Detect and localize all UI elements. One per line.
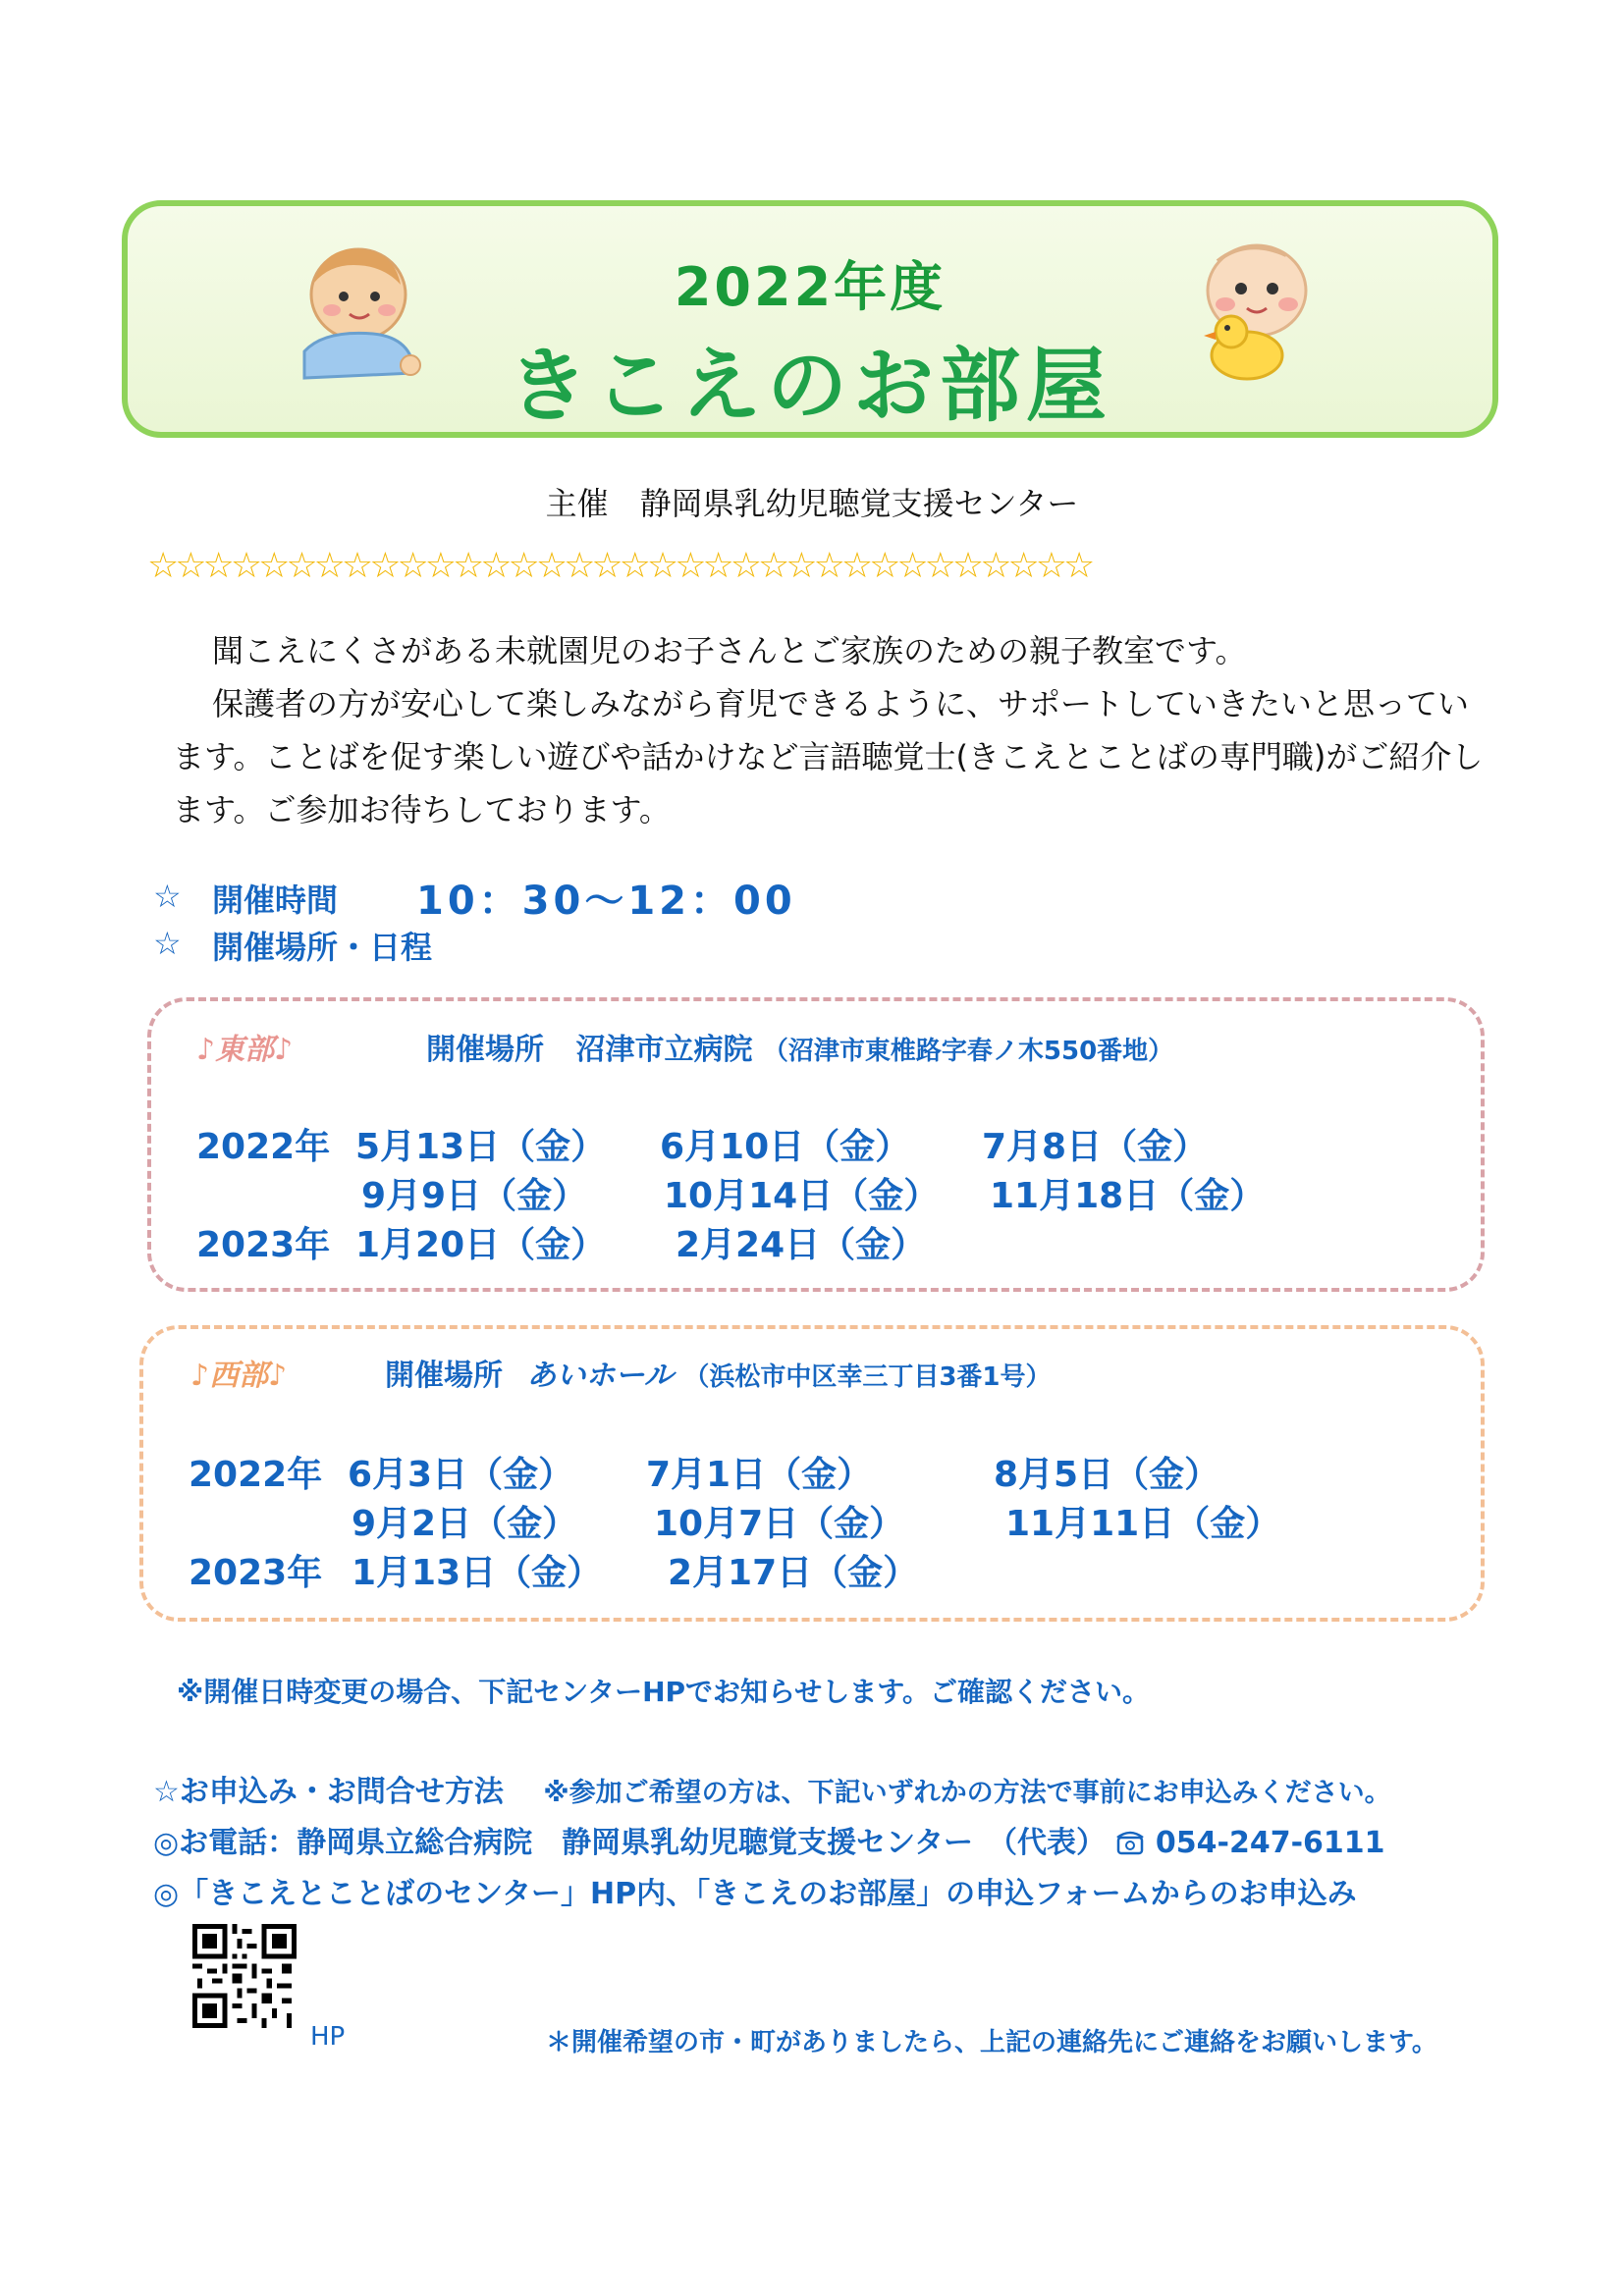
west-date: 1月13日（金） bbox=[352, 1553, 603, 1593]
contact-heading: ☆お申込み・お問合せ方法 bbox=[153, 1775, 504, 1809]
east-region-label bbox=[196, 1025, 293, 1068]
east-venue-address: （沼津市東椎路字春ノ木550番地） bbox=[762, 1037, 1174, 1066]
phone-number[interactable]: 054-247-6111 bbox=[1155, 1826, 1385, 1860]
west-date: 7月1日（金） bbox=[646, 1455, 873, 1495]
intro-paragraph-2: 保護者の方が安心して楽しみながら育児できるように、サポートしていきたいと思っています。ことばを促す楽しい遊びや話かけなど言語聴覚士(きこえとことばの専門職)がご紹介します。ご参加お待ちしております。 bbox=[173, 685, 1484, 828]
west-date: 2月17日（金） bbox=[668, 1553, 919, 1593]
star-bullet-icon: ☆ bbox=[153, 878, 182, 915]
east-region: ♪東部♪ bbox=[196, 1033, 294, 1067]
contact-heading-line bbox=[153, 1767, 1391, 1810]
west-date: 11月11日（金） bbox=[1005, 1504, 1281, 1544]
west-year-2023: 2023年 bbox=[189, 1553, 323, 1593]
west-venue bbox=[385, 1351, 1052, 1394]
baby-with-duck-illustration bbox=[1178, 234, 1326, 391]
star-divider: ☆☆☆☆☆☆☆☆☆☆☆☆☆☆☆☆☆☆☆☆☆☆☆☆☆☆☆☆☆☆☆☆☆☆ bbox=[147, 546, 1092, 586]
place-schedule-label: 開催場所・日程 bbox=[212, 929, 433, 966]
qr-code-icon[interactable] bbox=[192, 1924, 297, 2028]
west-region: ♪西部♪ bbox=[190, 1359, 288, 1393]
organizer-line: 主催 静岡県乳幼児聴覚支援センター bbox=[545, 485, 1079, 522]
west-date: 10月7日（金） bbox=[654, 1504, 905, 1544]
web-contact-line: ◎「きこえとことばのセンター」HP内、「きこえのお部屋」の申込フォームからのお申込み bbox=[153, 1877, 1357, 1911]
west-date: 8月5日（金） bbox=[994, 1455, 1220, 1495]
west-venue-address: （浜松市中区幸三丁目3番1号） bbox=[683, 1362, 1052, 1392]
east-date: 10月14日（金） bbox=[664, 1176, 940, 1216]
title-banner bbox=[122, 200, 1498, 438]
east-date: 7月8日（金） bbox=[982, 1127, 1209, 1167]
east-date: 9月9日（金） bbox=[361, 1176, 588, 1216]
footer-note: ＊開催希望の市・町がありましたら、上記の連絡先にご連絡をお願いします。 bbox=[546, 2028, 1437, 2057]
phone-contact-line bbox=[153, 1818, 1385, 1861]
hp-label: HP bbox=[310, 2022, 346, 2052]
east-venue-label: 開催場所 bbox=[426, 1033, 544, 1067]
star-bullet-icon: ☆ bbox=[153, 925, 182, 962]
intro-paragraph-1: 聞こえにくさがある未就園児のお子さんとご家族のための親子教室です。 bbox=[212, 632, 1247, 669]
east-venue bbox=[426, 1025, 1173, 1068]
east-date: 6月10日（金） bbox=[660, 1127, 911, 1167]
contact-heading-note: ※参加ご希望の方は、下記いずれかの方法で事前にお申込みください。 bbox=[543, 1778, 1391, 1808]
west-venue-label: 開催場所 bbox=[385, 1359, 503, 1393]
telephone-icon bbox=[1115, 1830, 1145, 1855]
east-date: 5月13日（金） bbox=[355, 1127, 607, 1167]
west-year-2022: 2022年 bbox=[189, 1455, 323, 1495]
east-date: 1月20日（金） bbox=[355, 1225, 607, 1265]
change-notice: ※開催日時変更の場合、下記センターHPでお知らせします。ご確認ください。 bbox=[177, 1676, 1150, 1708]
west-date: 9月2日（金） bbox=[352, 1504, 578, 1544]
phone-line-text: ◎お電話：静岡県立総合病院 静岡県乳幼児聴覚支援センター （代表） bbox=[153, 1826, 1106, 1860]
east-date: 2月24日（金） bbox=[676, 1225, 927, 1265]
banner-year-title: 2022年度 bbox=[674, 256, 947, 318]
east-year-2023: 2023年 bbox=[196, 1225, 331, 1265]
time-label: 開催時間 bbox=[212, 881, 339, 919]
time-value: 10：30～12：00 bbox=[416, 879, 796, 924]
east-venue-name: 沼津市立病院 bbox=[575, 1033, 753, 1067]
west-venue-name: あいホール bbox=[526, 1359, 674, 1393]
east-year-2022: 2022年 bbox=[196, 1127, 331, 1167]
west-region-label bbox=[190, 1351, 287, 1394]
banner-title: きこえのお部屋 bbox=[507, 340, 1112, 433]
west-date: 6月3日（金） bbox=[348, 1455, 574, 1495]
east-date: 11月18日（金） bbox=[990, 1176, 1266, 1216]
